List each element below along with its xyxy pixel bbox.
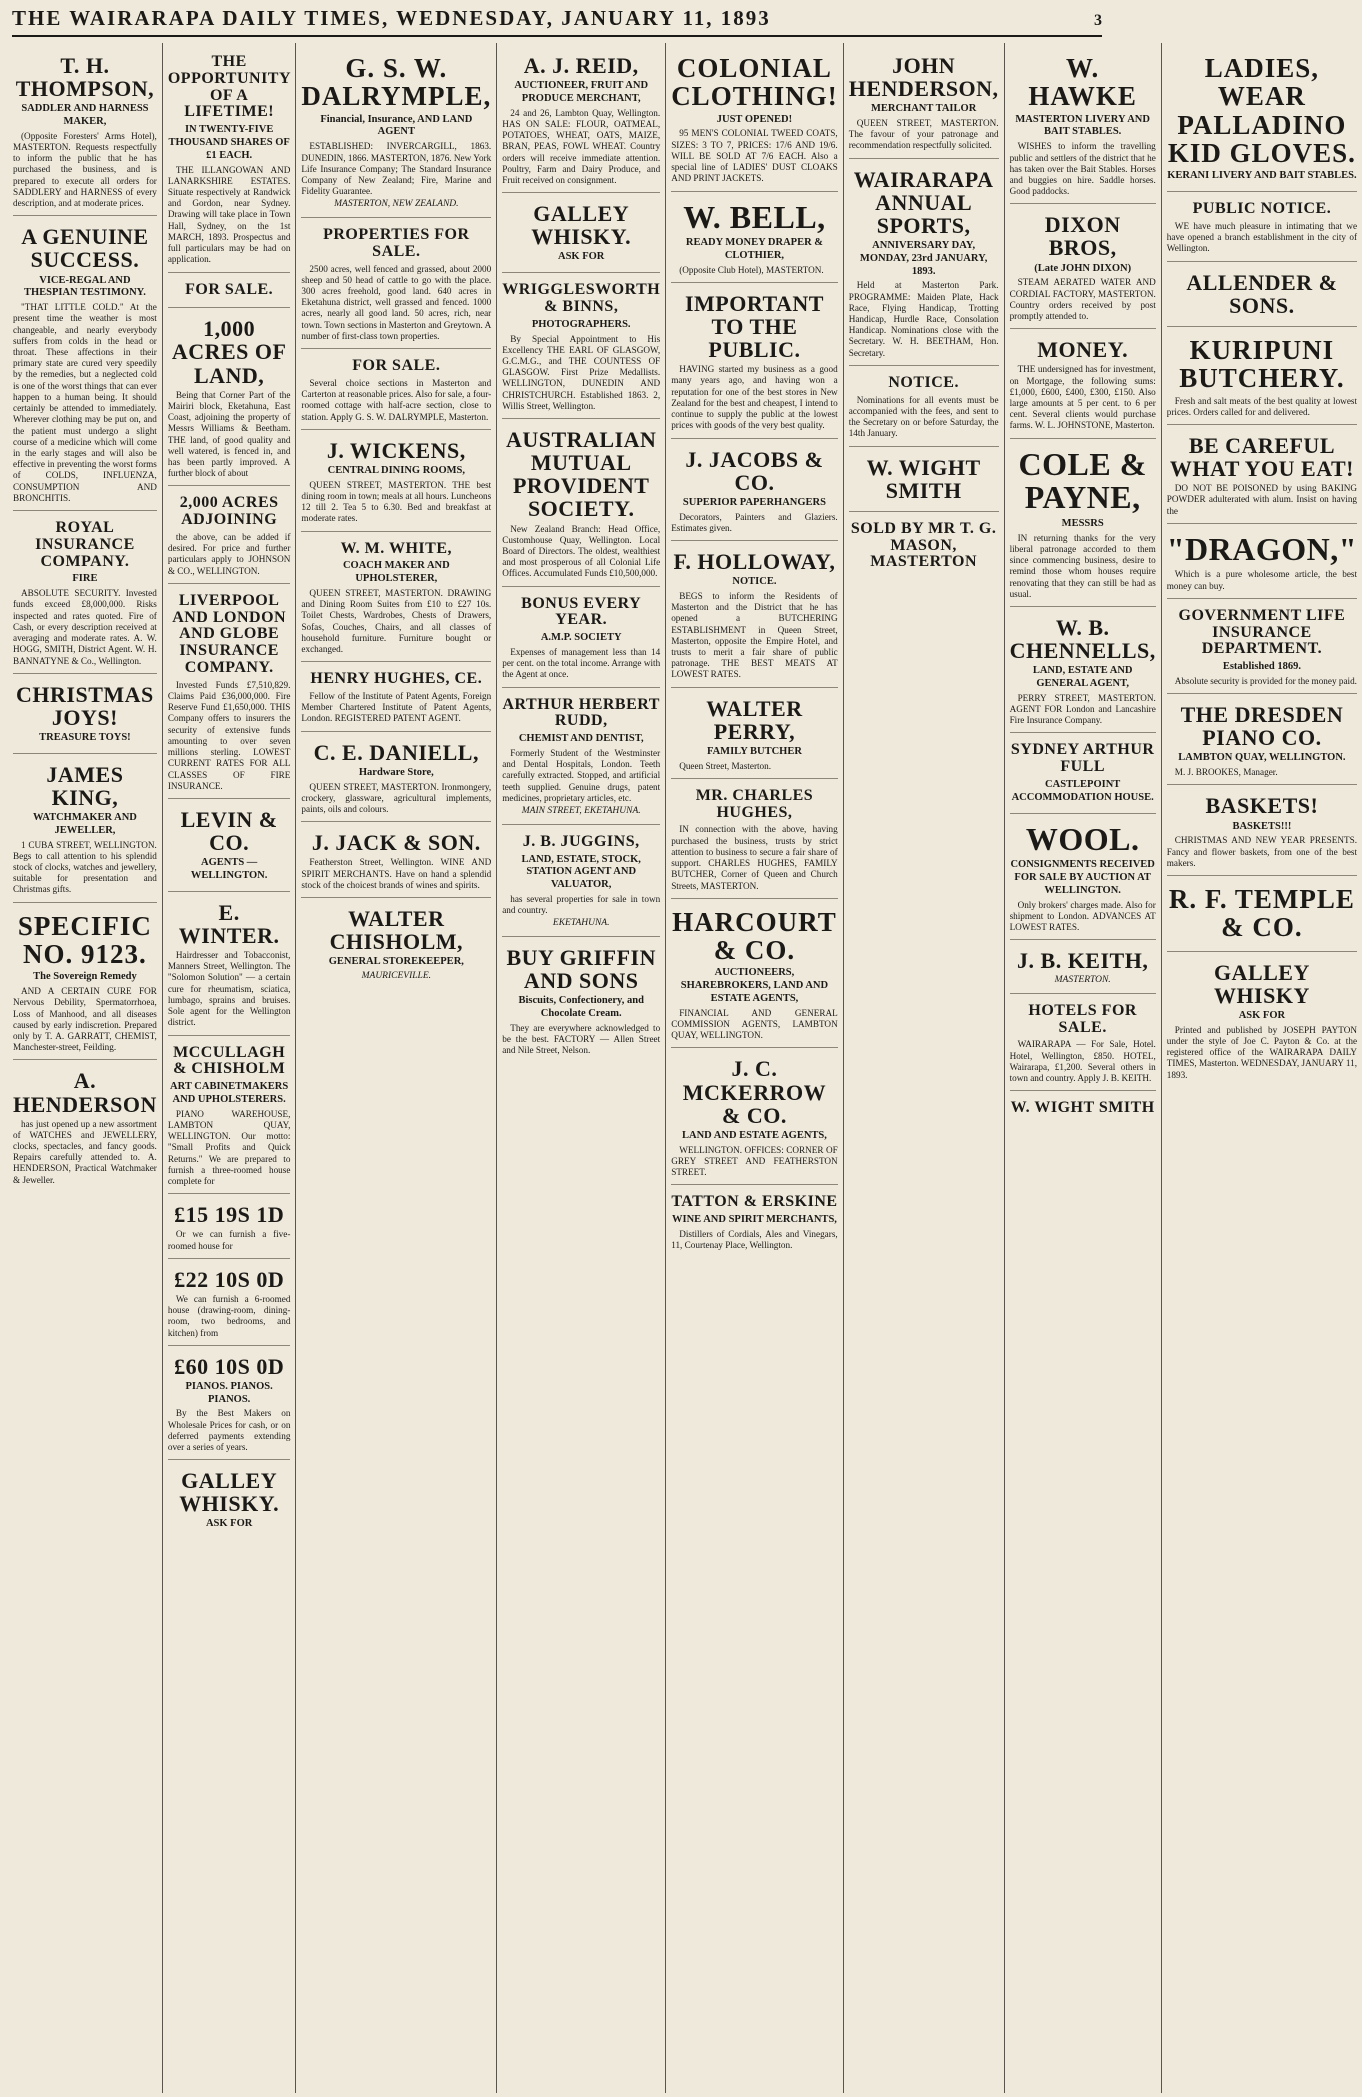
ad-headline: J. B. JUGGINS, [522,832,640,850]
advertisement [301,351,491,430]
advertisement [1010,206,1156,329]
ad-headline: SOLD BY MR T. G. MASON, MASTERTON [850,519,997,571]
ad-body: THE ILLANGOWAN AND LANARKSHIRE ESTATES. Situate respectively at Randwick and Gordon, near Sydney. Drawing will take place in Town Hall, Sydney, on the 1st MARCH, 1893. Prospectus and full particulars may be had on application. [167,164,291,265]
ad-headline: HENRY HUGHES, CE. [310,670,483,688]
ad-body: By the Best Makers on Wholesale Prices for cash, or on deferred payments extending over a series of years. [167,1408,291,1453]
ad-subheading: AGENTS — WELLINGTON. [190,857,268,881]
ad-headline: G. S. W. DALRYMPLE, [301,53,492,112]
advertisement [1167,194,1357,261]
ad-subheading: MESSRS [1061,517,1104,529]
ad-headline: WRIGGLESWORTH & BINNS, [502,281,661,315]
ad-subheading: LAND, ESTATE, STOCK, STATION AGENT AND VALUATOR, [521,853,641,891]
column-6 [844,43,1005,2093]
advertisement [168,275,291,309]
advertisement [671,285,838,439]
ad-body: CHRISTMAS AND NEW YEAR PRESENTS. Fancy and flower baskets, from one of the best makers. [1166,835,1358,868]
ad-headline: CHRISTMAS JOYS! [16,681,154,730]
advertisement [301,47,491,218]
ad-subheading: ASK FOR [205,1518,253,1530]
page-number: 3 [1094,12,1102,29]
advertisement [13,756,157,903]
column-1 [8,43,163,2093]
advertisement [502,827,660,937]
ad-headline: FOR SALE. [352,357,441,375]
ad-body: Nominations for all events must be accompanied with the fees, and sent to the Secretary on or before Saturday, the 14th January. [848,394,999,439]
ad-body: Absolute security is provided for the money paid. [1174,676,1357,686]
ad-subheading: JUST OPENED! [716,113,793,125]
ad-headline: PUBLIC NOTICE. [1192,200,1332,218]
masthead-title: THE WAIRARAPA DAILY TIMES, WEDNESDAY, JANUARY 11, 1893 [12,6,771,30]
ad-headline: £22 10S 0D [174,1266,285,1292]
ad-subheading: CHEMIST AND DENTIST, [518,733,644,745]
columns [8,43,1358,2093]
advertisement [671,901,838,1049]
ad-subheading: CENTRAL DINING ROOMS, [327,464,466,476]
advertisement [1010,441,1156,607]
advertisement [1167,526,1357,599]
ad-subheading: Biscuits, Confectionery, and Chocolate Cream. [518,995,644,1019]
advertisement [168,894,291,1036]
ad-headline: W. M. WHITE, [340,539,452,557]
advertisement [849,514,999,580]
ad-body: QUEEN STREET, MASTERTON. Ironmongery, crockery, glassware, agricultural implements, paints, oils and colours. [301,781,492,814]
ad-headline: WAIRARAPA ANNUAL SPORTS, [853,166,994,238]
ad-subheading: ART CABINETMAKERS AND UPHOLSTERERS. [170,1081,289,1105]
column-2 [163,43,297,2093]
ad-location: MASTERTON, NEW ZEALAND. [334,199,459,210]
ad-headline: J. B. KEITH, [1017,948,1149,974]
advertisement [301,534,491,663]
ad-headline: LEVIN & CO. [180,807,278,856]
ad-subheading: KERANI LIVERY AND BAIT STABLES. [1167,170,1357,182]
ad-headline: W. B. CHENNELLS, [1009,614,1156,664]
ad-body: Which is a pure wholesome article, the best money can buy. [1166,569,1358,591]
ad-subheading: ASK FOR [1238,1009,1286,1021]
advertisement [849,449,999,512]
advertisement [671,47,838,192]
ad-headline: W. WIGHT SMITH [1010,1099,1155,1117]
ad-body: ESTABLISHED: INVERCARGILL, 1863. DUNEDIN, 1866. MASTERTON, 1876. New York Life Insurance Company; The Standard Insurance Company of New Zealand; Fire, Marine and Fidelity Guarantee. [301,141,492,197]
ad-subheading: LAMBTON QUAY, WELLINGTON. [1178,752,1346,764]
ad-body: QUEEN STREET, MASTERTON. THE best dining room in town; meals at all hours. Luncheons 12 till 2. Tea 5 to 6.30. Bed and breakfast at moderate rates. [301,479,492,524]
ad-body: HAVING started my business as a good many years ago, and having won a reputation for one of the best stores in New Zealand for the best and cheapest, I intend to continue to supply the public at the lowest prices with goods of the very best quality. [671,364,838,431]
ad-body: PERRY STREET, MASTERTON. AGENT FOR London and Lancashire Fire Insurance Company. [1009,692,1156,726]
ad-headline: BE CAREFUL WHAT YOU EAT! [1169,432,1354,482]
ad-headline: GALLEY WHISKY [1213,959,1310,1008]
ad-headline: £60 10S 0D [174,1353,285,1379]
masthead [12,6,1102,37]
ad-headline: IMPORTANT TO THE PUBLIC. [684,290,824,363]
ad-headline: TATTON & ERSKINE [671,1193,838,1211]
advertisement [168,1038,291,1195]
ad-body: AND A CERTAIN CURE FOR Nervous Debility, Spermatorrhoea, Loss of Manhood, and all diseases caused by early indiscretion. Prepared only by T. A. GARRATT, CHEMIST, Manchester-street, Feilding. [13,986,157,1053]
ad-body: 95 MEN'S COLONIAL TWEED COATS, SIZES: 3 TO 7, PRICES: 17/6 AND 19/6. WILL BE SOLD AT 7/6 EACH. Also a special line of LADIES' DUST CLOAKS AND PRINT JACKETS. [671,128,838,184]
advertisement [301,664,491,731]
ad-headline: SPECIFIC NO. 9123. [17,910,152,969]
advertisement [168,1196,291,1259]
ad-headline: R. F. TEMPLE & CO. [1168,883,1355,943]
ad-subheading: SUPERIOR PAPERHANGERS [682,496,826,508]
ad-subheading: TREASURE TOYS! [39,731,131,743]
ad-subheading: LAND AND ESTATE AGENTS, [681,1129,827,1141]
advertisement [671,781,838,899]
ad-body: Or we can furnish a five-roomed house for [167,1229,291,1251]
advertisement [1167,787,1357,876]
ad-headline: SYDNEY ARTHUR FULL [1010,741,1155,776]
ad-body: the above, can be added if desired. For price and further particulars apply to JOHNSON & CO., WELLINGTON. [167,531,291,576]
ad-location: MAURICEVILLE. [361,970,432,981]
advertisement [849,368,999,447]
advertisement [168,586,291,799]
ad-subheading: GENERAL STOREKEEPER, [328,956,464,968]
column-5 [666,43,844,2093]
ad-headline: PROPERTIES FOR SALE. [323,225,470,260]
ad-body: 2500 acres, well fenced and grassed, about 2000 sheep and 50 head of cattle to go with the place. 300 acres freehold, good land. 640 acres in Eketahuna district, well grassed and fenced. 1000 acres, nearly all good land. 50 acres, rich, near town. Town sections in Masterton and Greytown. A number of first-class town properties. [301,263,492,341]
ad-headline: A GENUINE SUCCESS. [21,224,149,273]
ad-body: Being that Corner Part of the Mairiri block, Eketahuna, East Coast, adjoining the property of Messrs Williams & Beetham. THE land, of good quality and well watered, is fenced in, and has been partly improved. A further block of about [167,389,291,479]
ad-headline: HOTELS FOR SALE. [1028,1001,1137,1036]
ad-body: (Opposite Club Hotel), MASTERTON. [679,264,824,275]
ad-headline: WOOL. [1025,820,1140,857]
ad-headline: 2,000 ACRES ADJOINING [179,494,279,529]
ad-body: WELLINGTON. OFFICES: CORNER OF GREY STREET AND FEATHERSTON STREET. [671,1144,838,1177]
ad-body: Only brokers' charges made. Also for shipment to London. ADVANCES AT LOWEST RATES. [1009,899,1156,932]
ad-subheading: PIANOS. PIANOS. PIANOS. [185,1380,273,1405]
ad-headline: GALLEY WHISKY. [179,1468,280,1517]
ad-headline: MR. CHARLES HUGHES, [695,786,814,821]
column-7 [1005,43,1162,2093]
ad-headline: E. WINTER. [178,899,280,948]
advertisement [1167,329,1357,425]
advertisement [1010,1093,1156,1126]
ad-body: PIANO WAREHOUSE, LAMBTON QUAY, WELLINGTON. Our motto: "Small Profits and Quick Returns." We are prepared to furnish a three-roomed house complete for [167,1108,291,1187]
advertisement [502,589,660,688]
ad-body: DO NOT BE POISONED by using BAKING POWDER adulterated with alum. Insist on having the [1166,483,1358,516]
advertisement [301,824,491,898]
ad-headline: HARCOURT & CO. [672,906,837,966]
ad-headline: JAMES KING, [46,761,124,810]
ad-body: M. J. BROOKES, Manager. [1174,767,1278,778]
ad-body: (Opposite Foresters' Arms Hotel), MASTERTON. Requests respectfully to inform the public that he has purchased the business, and is prepared to execute all orders for SADDLERY and HARNESS of every description, and at moderate prices. [13,130,157,209]
ad-headline: JOHN HENDERSON, [848,53,999,102]
advertisement [1010,331,1156,438]
advertisement [13,676,157,754]
ad-body: Printed and published by JOSEPH PAYTON under the style of Joe C. Payton & Co. at the registered office of the WAIRARAPA DAILY TIMES, Masterton. WEDNESDAY, JANUARY 11, 1893. [1166,1024,1358,1080]
advertisement [301,220,491,349]
ad-subheading: (Late JOHN DIXON) [1034,262,1132,274]
ad-headline: GALLEY WHISKY. [531,201,632,250]
ad-body: Queen Street, Masterton. [679,760,772,771]
ad-headline: ALLENDER & SONS. [1186,269,1338,318]
ad-body: Hairdresser and Tobacconist, Manners Street, Wellington. The "Solomon Solution" — a certain cure for rheumatism, sciatica, lumbago, sprains and bruises. Sole agent for the Wellington district. [167,949,291,1028]
advertisement [849,161,999,366]
ad-body: Formerly Student of the Westminster and Dental Hospitals, London. Teeth carefully extracted. Stopped, and artificial teeth supplied. Genuine drugs, patent medicines, proprietary articles, etc. [502,748,661,803]
advertisement [502,421,660,586]
advertisement [502,939,660,1062]
ad-headline: THE DRESDEN PIANO CO. [1180,702,1344,751]
ad-body: Expenses of management less than 14 per cent. on the total income. Arrange with the Agent at once. [502,646,661,680]
ad-headline: C. E. DANIELL, [313,739,479,765]
ad-body: New Zealand Branch: Head Office, Customhouse Quay, Wellington. Local Board of Directors. The oldest, wealthiest and most prosperous of all Colonial Life Offices. Accumulated Funds £10,500,000. [502,523,661,579]
ad-headline: NOTICE. [888,373,959,391]
advertisement [168,801,291,892]
advertisement [502,47,660,193]
ad-location: EKETAHUNA. [552,918,610,929]
ad-subheading: Established 1869. [1222,661,1301,673]
ad-body: has just opened up a new assortment of WATCHES and JEWELLERY, clocks, spectacles, and fancy goods. Repairs carefully attended to. A. HENDERSON, Practical Watchmaker & Jeweller. [13,1118,157,1185]
ad-body: Invested Funds £7,510,829. Claims Paid £36,000,000. Fire Reserve Fund £1,650,000. THIS Company offers to insurers the security of extensive funds amounting to over seven millions sterling. LOWEST CURRENT RATES FOR ALL CLASSES OF FIRE INSURANCE. [167,679,291,791]
advertisement [1010,816,1156,941]
advertisement [1167,696,1357,785]
ad-body: IN returning thanks for the very liberal patronage accorded to them since commencing business, desire to remind those whom houses require renovating that they can still be had as usual. [1009,532,1156,599]
ad-body: THE undersigned has for investment, on Mortgage, the following sums: £1,000, £600, £400, £300, £150. Also large amounts at 5 per cent. to 6 per cent. Several clients would purchase farms. W. L. JOHNSTONE, Masterton. [1009,364,1156,431]
advertisement [1010,609,1156,733]
ad-headline: J. JACK & SON. [311,830,481,856]
ad-subheading: ASK FOR [558,251,605,263]
ad-location: MAIN STREET, EKETAHUNA. [521,806,641,817]
ad-subheading: PHOTOGRAPHERS. [531,318,631,330]
ad-subheading: FAMILY BUTCHER [706,745,802,757]
advertisement [1167,264,1357,327]
advertisement [1010,996,1156,1091]
advertisement [168,1261,291,1346]
column-4 [497,43,666,2093]
advertisement [671,1050,838,1185]
ad-headline: 1,000 ACRES OF LAND, [171,316,287,388]
ad-subheading: A.M.P. SOCIETY [540,632,622,644]
advertisement [1167,427,1357,524]
ad-body: STEAM AERATED WATER AND CORDIAL FACTORY, MASTERTON. Country orders received by post promptly attended to. [1009,277,1156,322]
ad-subheading: BASKETS!!! [1232,820,1292,832]
ad-body: "THAT LITTLE COLD." At the present time the weather is most changeable, and nearly everybody suffers from colds in the head or throat. These affections in their primary state are cured very speedily by the remedies, but a neglected cold is one of the worst things that can ever happen to a human being. It should certainly be attended to immediately. Wherever clothing may be put on, and the patient must undergo a slight course of a medicine which will come in the early stages and will also be effective in preventing the worst forms of COLDS, INFLUENZA, CONSUMPTION AND BRONCHITIS. [13,302,157,503]
ad-subheading: AUCTIONEER, FRUIT AND PRODUCE MERCHANT, [514,80,649,104]
advertisement [502,275,660,419]
ad-headline: LIVERPOOL AND LONDON AND GLOBE INSURANCE COMPANY. [172,591,287,677]
ad-subheading: MERCHANT TAILOR [870,103,977,115]
column-3 [296,43,497,2093]
ad-body: Several choice sections in Masterton and Carterton at reasonable prices. Also for sale, a four-roomed cottage with half-acre section, close to station. Apply G. S. W. DALRYMPLE, Masterton. [301,377,492,422]
ad-subheading: ANNIVERSARY DAY, MONDAY, 23rd JANUARY, 1893. [859,239,988,277]
ad-subheading: WINE AND SPIRIT MERCHANTS, [671,1214,837,1226]
advertisement [1167,47,1357,192]
ad-body: WISHES to inform the travelling public and settlers of the district that he has taken over the Bait Stables. Horses and buggies on hire. Saddle horses. Good paddocks. [1009,141,1156,197]
ad-subheading: LAND, ESTATE AND GENERAL AGENT, [1032,665,1133,689]
ad-headline: FOR SALE. [185,280,274,298]
ad-headline: COLE & PAYNE, [1018,445,1147,516]
ad-headline: W. WIGHT SMITH [866,454,981,503]
ad-subheading: CONSIGNMENTS RECEIVED FOR SALE BY AUCTION AT WELLINGTON. [1010,859,1155,896]
ad-body: ABSOLUTE SECURITY. Invested funds exceed £8,000,000. Risks inspected and rates quoted. Fire of Cash, or every description received at averaging and moderate rates. A. W. HOGG, SMITH, District Agent. W. H. BANNATYNE & Co., Wellington. [13,588,157,666]
ad-subheading: Hardware Store, [358,766,434,778]
advertisement [168,1462,291,1539]
ad-body: Fresh and salt meats of the best quality at lowest prices. Orders called for and delivered. [1166,395,1358,417]
advertisement [671,1187,838,1257]
advertisement [1167,954,1357,1087]
ad-subheading: FIRE [72,573,98,585]
ad-body: WAIRARAPA — For Sale, Hotel. Hotel, Wellington, £850. HOTEL, Wairarapa, £1,200. Several others in town and country. Apply J. B. KEITH. [1009,1039,1156,1084]
advertisement [849,47,999,159]
advertisement [168,310,291,486]
advertisement [13,513,157,674]
ad-subheading: WATCHMAKER AND JEWELLER, [32,811,137,836]
ad-headline: THE OPPORTUNITY OF A LIFETIME! [167,53,292,121]
ad-headline: "DRAGON," [1166,530,1358,567]
advertisement [1010,47,1156,204]
ad-body: QUEEN STREET, MASTERTON. The favour of your patronage and recommendation respectfully solicited. [848,117,999,151]
ad-subheading: VICE-REGAL AND THESPIAN TESTIMONY. [23,274,146,299]
advertisement [301,734,491,823]
ad-body: 24 and 26, Lambton Quay, Wellington. HAS ON SALE: FLOUR, OATMEAL, POTATOES, WHEAT, OATS, MAIZE, BRAN, PEAS, FOWL WHEAT. Country orders will receive immediate attention. Poultry, Farm and Dairy Produce, and Fruit received on consignment. [502,107,661,185]
ad-subheading: COACH MAKER AND UPHOLSTERER, [342,560,450,585]
ad-headline: COLONIAL CLOTHING! [671,53,838,112]
ad-subheading: AUCTIONEERS, SHAREBROKERS, LAND AND ESTATE AGENTS, [680,967,829,1005]
advertisement [13,218,157,511]
ad-subheading: SADDLER AND HARNESS MAKER, [21,103,149,127]
advertisement [1010,942,1156,994]
advertisement [671,543,838,688]
ad-body: Distillers of Cordials, Ales and Vinegars, 11, Courtenay Place, Wellington. [671,1228,838,1251]
ad-headline: BONUS EVERY YEAR. [521,594,642,629]
ad-headline: WALTER CHISHOLM, [329,905,464,955]
ad-headline: BASKETS! [1205,793,1319,819]
advertisement [1167,878,1357,952]
ad-headline: A. J. REID, [523,53,639,78]
ad-headline: W. BELL, [683,198,826,235]
ad-headline: AUSTRALIAN MUTUAL PROVIDENT SOCIETY. [505,427,657,522]
ad-headline: DIXON BROS, [1044,212,1121,261]
ad-headline: F. HOLLOWAY, [673,549,836,574]
ad-headline: LADIES, WEAR PALLADINO KID GLOVES. [1167,53,1356,169]
advertisement [168,488,291,583]
ad-body: Fellow of the Institute of Patent Agents, Foreign Member Chartered Institute of Patent Agents, London. REGISTERED PATENT AGENT. [301,691,492,724]
ad-body: WE have much pleasure in intimating that we have opened a branch establishment in the city of Wellington. [1166,220,1358,254]
ad-body: Featherston Street, Wellington. WINE AND SPIRIT MERCHANTS. Have on hand a splendid stock of the choicest brands of wines and spirits. [301,857,492,890]
ad-subheading: NOTICE. [732,576,777,588]
ad-body: BEGS to inform the Residents of Masterton and the District that he has opened a BUTCHERING ESTABLISHMENT in Queen Street, Masterton, opposite the Empire Hotel, and trusts to merit a fair share of public patronage. THE BEST MEATS AT LOWEST RATES. [671,590,838,680]
advertisement [1167,601,1357,694]
advertisement [13,1062,157,1192]
ad-headline: WALTER PERRY, [706,695,803,744]
ad-body: FINANCIAL AND GENERAL COMMISSION AGENTS, LAMBTON QUAY, WELLINGTON. [671,1007,838,1041]
advertisement [168,1348,291,1461]
ad-headline: J. C. MCKERROW & CO. [682,1056,827,1128]
ad-headline: ARTHUR HERBERT RUDD, [502,695,660,730]
ad-headline: A. HENDERSON [13,1068,157,1117]
ad-body: Held at Masterton Park. PROGRAMME: Maiden Plate, Hack Race, Flying Handicap, Trotting Handicap, Hurdle Race, Consolation Handicap. Nominations close with the Secretary. W. H. BEETHAM, Hon. Secretary. [848,280,999,358]
advertisement [671,194,838,283]
ad-subheading: MASTERTON LIVERY AND BAIT STABLES. [1015,113,1150,138]
advertisement [168,47,291,273]
ad-headline: W. HAWKE [1028,53,1137,112]
ad-headline: MCCULLAGH & CHISHOLM [173,1043,286,1078]
ad-headline: MONEY. [1037,337,1129,363]
ad-body: 1 CUBA STREET, WELLINGTON. Begs to call attention to his splendid stock of clocks, watches and jewellery, suitable for presentation and Christmas gifts. [13,839,157,895]
ad-headline: T. H. THOMPSON, [15,53,155,102]
ad-body: has several properties for sale in town and country. [502,893,661,916]
ad-subheading: IN TWENTY-FIVE THOUSAND SHARES OF £1 EACH. [168,124,290,161]
advertisement [301,900,491,989]
advertisement [301,432,491,532]
advertisement [13,905,157,1061]
ad-body: Decorators, Painters and Glaziers. Estimates given. [671,511,838,533]
ad-headline: KURIPUNI BUTCHERY. [1179,334,1345,394]
advertisement [502,195,660,273]
ad-subheading: READY MONEY DRAPER & CLOTHIER, [685,237,824,261]
ad-subheading: Financial, Insurance, AND LAND AGENT [320,113,473,138]
ad-headline: £15 19S 1D [174,1202,285,1228]
ad-body: QUEEN STREET, MASTERTON. DRAWING and Dining Room Suites from £10 to £27 10s. Toilet Chests, Wardrobes, Chests of Drawers, Sofas, Couches, Chairs, and all classes of household furniture. Furniture bought or exchanged. [301,587,492,654]
advertisement [671,441,838,541]
ad-location: MASTERTON. [1054,975,1111,986]
ad-headline: ROYAL INSURANCE COMPANY. [35,519,135,570]
ad-body: By Special Appointment to His Excellency THE EARL OF GLASGOW, G.C.M.G., and THE COUNTESS OF GLASGOW. First Prize Medallists. WELLINGTON, DUNEDIN AND CHRISTCHURCH. Established 1863. 2, Willis Street, Wellington. [502,333,661,411]
advertisement [13,47,157,216]
ad-body: We can furnish a 6-roomed house (drawing-room, dining-room, two bedrooms, and kitchen) from [167,1293,291,1338]
ad-headline: J. WICKENS, [326,437,466,463]
ad-body: IN connection with the above, having purchased the business, trusts by strict attention to business to secure a fair share of support. CHARLES HUGHES, FAMILY BUTCHER, Corner of Queen and Church Streets, MASTERTON. [671,824,838,891]
ad-headline: BUY GRIFFIN AND SONS [506,944,656,993]
advertisement [1010,735,1156,813]
ad-headline: J. JACOBS & CO. [685,446,824,495]
ad-headline: GOVERNMENT LIFE INSURANCE DEPARTMENT. [1178,606,1346,658]
ad-subheading: The Sovereign Remedy [33,971,137,983]
advertisement [671,690,838,779]
ad-body: They are everywhere acknowledged to be the best. FACTORY — Allen Street and Nile Street, Nelson. [502,1022,661,1056]
ad-subheading: CASTLEPOINT ACCOMMODATION HOUSE. [1011,778,1154,803]
advertisement [502,690,660,825]
column-8 [1162,43,1362,2093]
